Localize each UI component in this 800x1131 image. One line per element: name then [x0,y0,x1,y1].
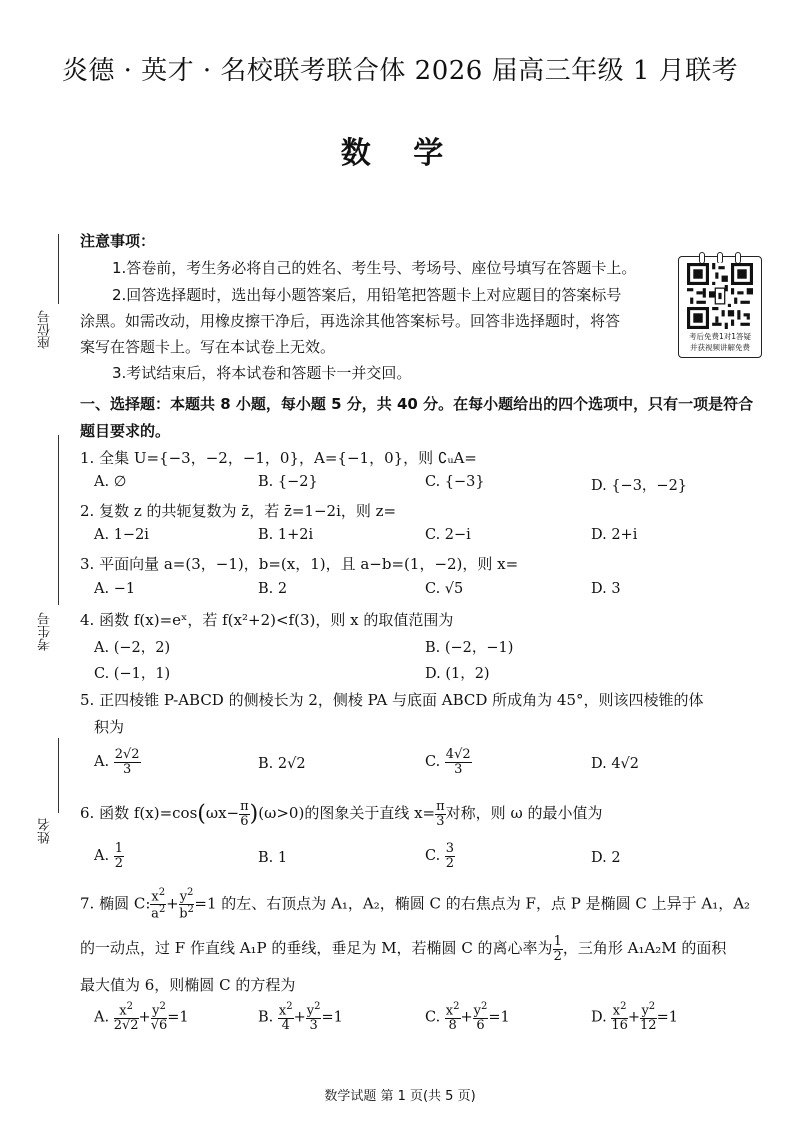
page-footer: 数学试题 第 1 页(共 5 页) [324,1089,476,1104]
name-label: 姓名 [38,818,53,844]
q2-option-c: C. 2−i [425,527,471,543]
q6-option-d: D. 2 [591,850,621,866]
notice-heading: 注意事项： [80,232,156,250]
q3-option-b: B. 2 [258,581,288,597]
q5-option-a: A. $\frac{2√2}{3}$ [94,747,140,777]
question-5-stem-cont: 积为 [94,718,125,736]
question-3-stem: 3. 平面向量 a=(3，−1)，b=(x，1)，且 a−b=(1，−2)，则 x= [80,555,519,573]
q7-option-a: A. $\frac{x^2}{2√2}$ + $\frac{y^2}{√6}$ =1 [94,1001,189,1033]
notice-item: 2.回答选择题时，选出每小题答案后，用铅笔把答题卡上对应题目的答案标号 [112,286,622,304]
q2-option-a: A. 1−2i [94,527,149,543]
section-heading: 题目要求的。 [80,422,171,440]
q4-option-a: A. (−2，2) [94,640,171,656]
q1-option-b: B. {−2} [258,474,318,490]
q6-option-b: B. 1 [258,850,288,866]
q6-option-a: A. $\frac{1}{2}$ [94,841,123,871]
q1-option-d: D. {−3，−2} [591,478,688,494]
exam-no-line [58,435,59,605]
q4-option-c: C. (−1，1) [94,666,171,682]
q7-option-d: D. $\frac{x^2}{16}$ + $\frac{y^2}{12}$ =1 [591,1001,678,1033]
q3-option-d: D. 3 [591,581,621,597]
q3-option-c: C. √5 [425,581,464,597]
q5-option-b: B. 2√2 [258,756,306,772]
question-7-stem-cont: 最大值为 6，则椭圆 C 的方程为 [80,976,296,994]
q3-option-a: A. −1 [94,581,136,597]
notice-item: 案写在答题卡上。写在本试卷上无效。 [80,338,336,356]
q2-option-d: D. 2+i [591,527,638,543]
section-heading: 一、选择题：本题共 8 小题，每小题 5 分，共 40 分。在每小题给出的四个选项中，只有一项是符合 [80,395,754,413]
question-1-stem: 1. 全集 U={−3，−2，−1，0}，A={−1，0}，则 ∁ᵤA= [80,449,477,467]
q6-option-c: C. $\frac{3}{2}$ [425,841,455,871]
q5-option-d: D. 4√2 [591,756,640,772]
question-5-stem: 5. 正四棱锥 P-ABCD 的侧棱长为 2，侧棱 PA 与底面 ABCD 所成角为 45°，则该四棱锥的体 [80,691,704,709]
notice-item: 1.答卷前，考生务必将自己的姓名、考生号、考场号、座位号填写在答题卡上。 [112,259,637,277]
q7-option-b: B. $\frac{x^2}{4}$ + $\frac{y^2}{3}$ =1 [258,1001,343,1033]
notice-item: 3.考试结束后，将本试卷和答题卡一并交回。 [112,364,412,382]
question-2-stem: 2. 复数 z 的共轭复数为 z̄，若 z̄=1−2i，则 z= [80,502,397,520]
question-7-stem-cont: 的一动点，过 F 作直线 A₁P 的垂线，垂足为 M，若椭圆 C 的离心率为 $\frac{1}{2}$ ，三角形 A₁A₂M 的面积 [80,934,727,964]
exam-title: 炎德 · 英才 · 名校联考联合体 2026 届高三年级 1 月联考 [61,56,739,86]
q2-option-b: B. 1+2i [258,527,314,543]
q1-option-a: A. ∅ [94,474,127,490]
q4-option-b: B. (−2，−1) [425,640,514,656]
name-line [58,738,59,813]
notice-item: 涂黑。如需改动，用橡皮擦干净后，再选涂其他答案标号。回答非选择题时，将答 [80,312,621,330]
q7-option-c: C. $\frac{x^2}{8}$ + $\frac{y^2}{6}$ =1 [425,1001,510,1033]
qr-caption: 考后免费1对1答疑 并获视频讲解免费 [688,332,752,352]
subject-title: 数 学 [340,136,460,171]
q4-option-d: D. (1，2) [425,666,490,682]
qr-code-icon [687,263,753,329]
q5-option-c: C. $\frac{4√2}{3}$ [425,747,471,777]
question-4-stem: 4. 函数 f(x)=eˣ，若 f(x²+2)<f(3)，则 x 的取值范围为 [80,611,454,629]
question-6-stem: 6. 函数 f(x)=cos(ωx− $\frac{\pi}{6}$ )(ω>0)的图象关于直线 x= $\frac{\pi}{3}$ 对称，则 ω 的最小值为 [80,799,603,829]
exam-no-label: 考生号 [38,612,53,651]
question-7-stem: 7. 椭圆 C: $\frac{x^2}{a^2}$ + $\frac{y^2}{b^2}$ =1 的左、右顶点为 A₁，A₂，椭圆 C 的右焦点为 F，点 P 是椭圆 C 上异于 A₁，A₂ [80,887,751,922]
q1-option-c: C. {−3} [425,474,485,490]
seat-line [58,234,59,304]
seat-label: 座位号 [38,310,53,349]
qr-card[interactable] [678,256,762,358]
